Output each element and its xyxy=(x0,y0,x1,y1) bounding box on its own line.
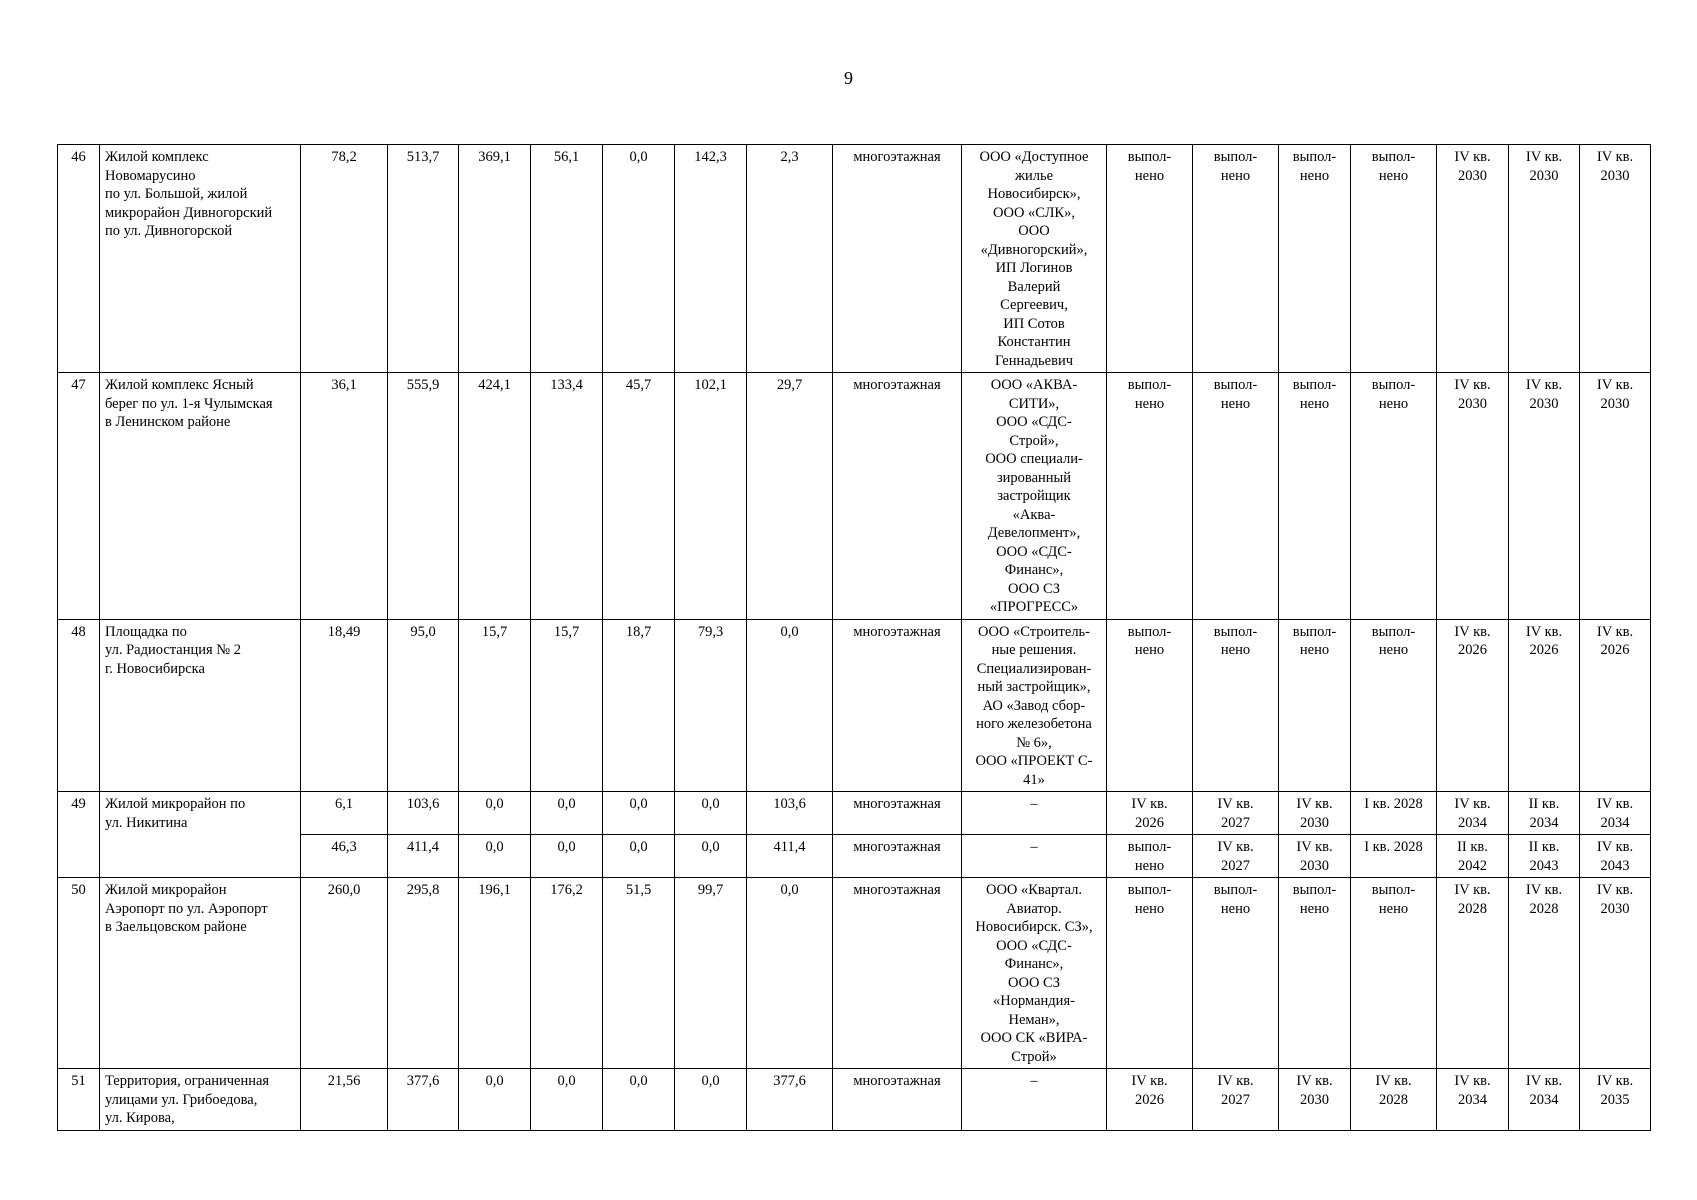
value-4-cell: 51,5 xyxy=(603,878,675,1069)
stage-5-cell: IV кв. 2034 xyxy=(1437,792,1509,835)
table-row xyxy=(58,792,1651,835)
row-number-cell: 51 xyxy=(58,1069,100,1131)
stage-3-cell: выпол- нено xyxy=(1279,145,1351,373)
value-6-cell: 377,6 xyxy=(747,1069,833,1131)
building-type-cell: многоэтажная xyxy=(833,145,962,373)
value-1-cell: 555,9 xyxy=(388,373,459,620)
stage-3-cell: выпол- нено xyxy=(1279,619,1351,792)
value-2-cell: 424,1 xyxy=(459,373,531,620)
row-number-cell: 49 xyxy=(58,792,100,878)
object-name-cell: Площадка по ул. Радиостанция № 2 г. Новосибирска xyxy=(100,619,301,792)
stage-7-cell: IV кв. 2030 xyxy=(1580,878,1651,1069)
stage-2-cell: выпол- нено xyxy=(1193,878,1279,1069)
object-name-cell: Жилой комплекс Новомарусино по ул. Большой, жилой микрорайон Дивногорский по ул. Дивногорской xyxy=(100,145,301,373)
stage-1-cell: выпол- нено xyxy=(1107,619,1193,792)
value-4-cell: 0,0 xyxy=(603,145,675,373)
stage-6-cell: IV кв. 2030 xyxy=(1509,373,1580,620)
stage-2-cell: выпол- нено xyxy=(1193,373,1279,620)
value-1-cell: 377,6 xyxy=(388,1069,459,1131)
stage-2-cell: выпол- нено xyxy=(1193,619,1279,792)
value-1-cell: 295,8 xyxy=(388,878,459,1069)
value-2-cell: 0,0 xyxy=(459,792,531,835)
developer-cell: ООО «АКВА- СИТИ», ООО «СДС- Строй», ООО специали- зированный застройщик «Аква- Девелопмент», ООО «СДС- Финанс», ООО СЗ «ПРОГРЕСС» xyxy=(962,373,1107,620)
area-cell: 18,49 xyxy=(301,619,388,792)
stage-5-cell: IV кв. 2028 xyxy=(1437,878,1509,1069)
table-row xyxy=(58,373,1651,620)
object-name-cell: Жилой микрорайон по ул. Никитина xyxy=(100,792,301,878)
value-6-cell: 0,0 xyxy=(747,619,833,792)
stage-6-cell: II кв. 2043 xyxy=(1509,835,1580,878)
stage-1-cell: IV кв. 2026 xyxy=(1107,792,1193,835)
object-name-cell: Жилой комплекс Ясный берег по ул. 1-я Чулымская в Ленинском районе xyxy=(100,373,301,620)
stage-6-cell: IV кв. 2030 xyxy=(1509,145,1580,373)
table-row xyxy=(58,619,1651,792)
stage-3-cell: IV кв. 2030 xyxy=(1279,792,1351,835)
stage-4-cell: выпол- нено xyxy=(1351,878,1437,1069)
building-type-cell: многоэтажная xyxy=(833,619,962,792)
row-number-cell: 48 xyxy=(58,619,100,792)
value-3-cell: 0,0 xyxy=(531,1069,603,1131)
stage-7-cell: IV кв. 2030 xyxy=(1580,145,1651,373)
stage-6-cell: IV кв. 2026 xyxy=(1509,619,1580,792)
value-4-cell: 0,0 xyxy=(603,835,675,878)
value-1-cell: 513,7 xyxy=(388,145,459,373)
stage-2-cell: выпол- нено xyxy=(1193,145,1279,373)
stage-1-cell: выпол- нено xyxy=(1107,145,1193,373)
stage-7-cell: IV кв. 2043 xyxy=(1580,835,1651,878)
value-3-cell: 0,0 xyxy=(531,792,603,835)
stage-5-cell: IV кв. 2030 xyxy=(1437,373,1509,620)
stage-5-cell: II кв. 2042 xyxy=(1437,835,1509,878)
value-3-cell: 15,7 xyxy=(531,619,603,792)
stage-3-cell: IV кв. 2030 xyxy=(1279,835,1351,878)
value-4-cell: 45,7 xyxy=(603,373,675,620)
page-number: 9 xyxy=(844,68,853,88)
value-3-cell: 176,2 xyxy=(531,878,603,1069)
stage-6-cell: II кв. 2034 xyxy=(1509,792,1580,835)
value-5-cell: 0,0 xyxy=(675,1069,747,1131)
building-type-cell: многоэтажная xyxy=(833,1069,962,1131)
table-row xyxy=(58,878,1651,1069)
stage-4-cell: IV кв. 2028 xyxy=(1351,1069,1437,1131)
value-4-cell: 18,7 xyxy=(603,619,675,792)
row-number-cell: 47 xyxy=(58,373,100,620)
stage-2-cell: IV кв. 2027 xyxy=(1193,835,1279,878)
value-1-cell: 411,4 xyxy=(388,835,459,878)
stage-3-cell: выпол- нено xyxy=(1279,373,1351,620)
stage-7-cell: IV кв. 2034 xyxy=(1580,792,1651,835)
area-cell: 78,2 xyxy=(301,145,388,373)
value-5-cell: 0,0 xyxy=(675,835,747,878)
value-6-cell: 103,6 xyxy=(747,792,833,835)
stage-4-cell: выпол- нено xyxy=(1351,619,1437,792)
developer-cell: ООО «Квартал. Авиатор. Новосибирск. СЗ», ООО «СДС- Финанс», ООО СЗ «Нормандия- Неман», ООО СК «ВИРА- Строй» xyxy=(962,878,1107,1069)
value-6-cell: 2,3 xyxy=(747,145,833,373)
stage-6-cell: IV кв. 2028 xyxy=(1509,878,1580,1069)
table-row xyxy=(58,1069,1651,1131)
value-6-cell: 29,7 xyxy=(747,373,833,620)
stage-7-cell: IV кв. 2035 xyxy=(1580,1069,1651,1131)
object-name-cell: Территория, ограниченная улицами ул. Грибоедова, ул. Кирова, xyxy=(100,1069,301,1131)
area-cell: 36,1 xyxy=(301,373,388,620)
value-4-cell: 0,0 xyxy=(603,1069,675,1131)
value-2-cell: 369,1 xyxy=(459,145,531,373)
value-1-cell: 103,6 xyxy=(388,792,459,835)
value-3-cell: 133,4 xyxy=(531,373,603,620)
building-type-cell: многоэтажная xyxy=(833,792,962,835)
developer-cell: ООО «Доступное жилье Новосибирск», ООО «СЛК», ООО «Дивногорский», ИП Логинов Валерий Сергеевич, ИП Сотов Константин Геннадьевич xyxy=(962,145,1107,373)
stage-4-cell: выпол- нено xyxy=(1351,145,1437,373)
developer-cell: – xyxy=(962,792,1107,835)
value-4-cell: 0,0 xyxy=(603,792,675,835)
stage-5-cell: IV кв. 2026 xyxy=(1437,619,1509,792)
stage-1-cell: выпол- нено xyxy=(1107,835,1193,878)
table-row xyxy=(58,145,1651,373)
object-name-cell: Жилой микрорайон Аэропорт по ул. Аэропорт в Заельцовском районе xyxy=(100,878,301,1069)
value-5-cell: 142,3 xyxy=(675,145,747,373)
stage-7-cell: IV кв. 2030 xyxy=(1580,373,1651,620)
value-6-cell: 411,4 xyxy=(747,835,833,878)
value-3-cell: 56,1 xyxy=(531,145,603,373)
row-number-cell: 46 xyxy=(58,145,100,373)
value-6-cell: 0,0 xyxy=(747,878,833,1069)
value-5-cell: 0,0 xyxy=(675,792,747,835)
value-5-cell: 79,3 xyxy=(675,619,747,792)
stage-7-cell: IV кв. 2026 xyxy=(1580,619,1651,792)
stage-5-cell: IV кв. 2034 xyxy=(1437,1069,1509,1131)
stage-1-cell: выпол- нено xyxy=(1107,878,1193,1069)
developer-cell: – xyxy=(962,835,1107,878)
stage-4-cell: выпол- нено xyxy=(1351,373,1437,620)
area-cell: 21,56 xyxy=(301,1069,388,1131)
stage-1-cell: IV кв. 2026 xyxy=(1107,1069,1193,1131)
stage-6-cell: IV кв. 2034 xyxy=(1509,1069,1580,1131)
stage-2-cell: IV кв. 2027 xyxy=(1193,1069,1279,1131)
stage-1-cell: выпол- нено xyxy=(1107,373,1193,620)
building-type-cell: многоэтажная xyxy=(833,878,962,1069)
area-cell: 6,1 xyxy=(301,792,388,835)
value-2-cell: 196,1 xyxy=(459,878,531,1069)
value-2-cell: 15,7 xyxy=(459,619,531,792)
value-5-cell: 102,1 xyxy=(675,373,747,620)
value-5-cell: 99,7 xyxy=(675,878,747,1069)
row-number-cell: 50 xyxy=(58,878,100,1069)
building-type-cell: многоэтажная xyxy=(833,835,962,878)
project-table xyxy=(57,144,1651,1131)
value-3-cell: 0,0 xyxy=(531,835,603,878)
building-type-cell: многоэтажная xyxy=(833,373,962,620)
stage-3-cell: выпол- нено xyxy=(1279,878,1351,1069)
area-cell: 260,0 xyxy=(301,878,388,1069)
stage-4-cell: I кв. 2028 xyxy=(1351,835,1437,878)
stage-5-cell: IV кв. 2030 xyxy=(1437,145,1509,373)
value-1-cell: 95,0 xyxy=(388,619,459,792)
value-2-cell: 0,0 xyxy=(459,835,531,878)
value-2-cell: 0,0 xyxy=(459,1069,531,1131)
stage-2-cell: IV кв. 2027 xyxy=(1193,792,1279,835)
stage-3-cell: IV кв. 2030 xyxy=(1279,1069,1351,1131)
developer-cell: – xyxy=(962,1069,1107,1131)
developer-cell: ООО «Строитель- ные решения. Специализирован- ный застройщик», АО «Завод сбор- ного железобетона № 6», ООО «ПРОЕКТ С- 41» xyxy=(962,619,1107,792)
area-cell: 46,3 xyxy=(301,835,388,878)
stage-4-cell: I кв. 2028 xyxy=(1351,792,1437,835)
